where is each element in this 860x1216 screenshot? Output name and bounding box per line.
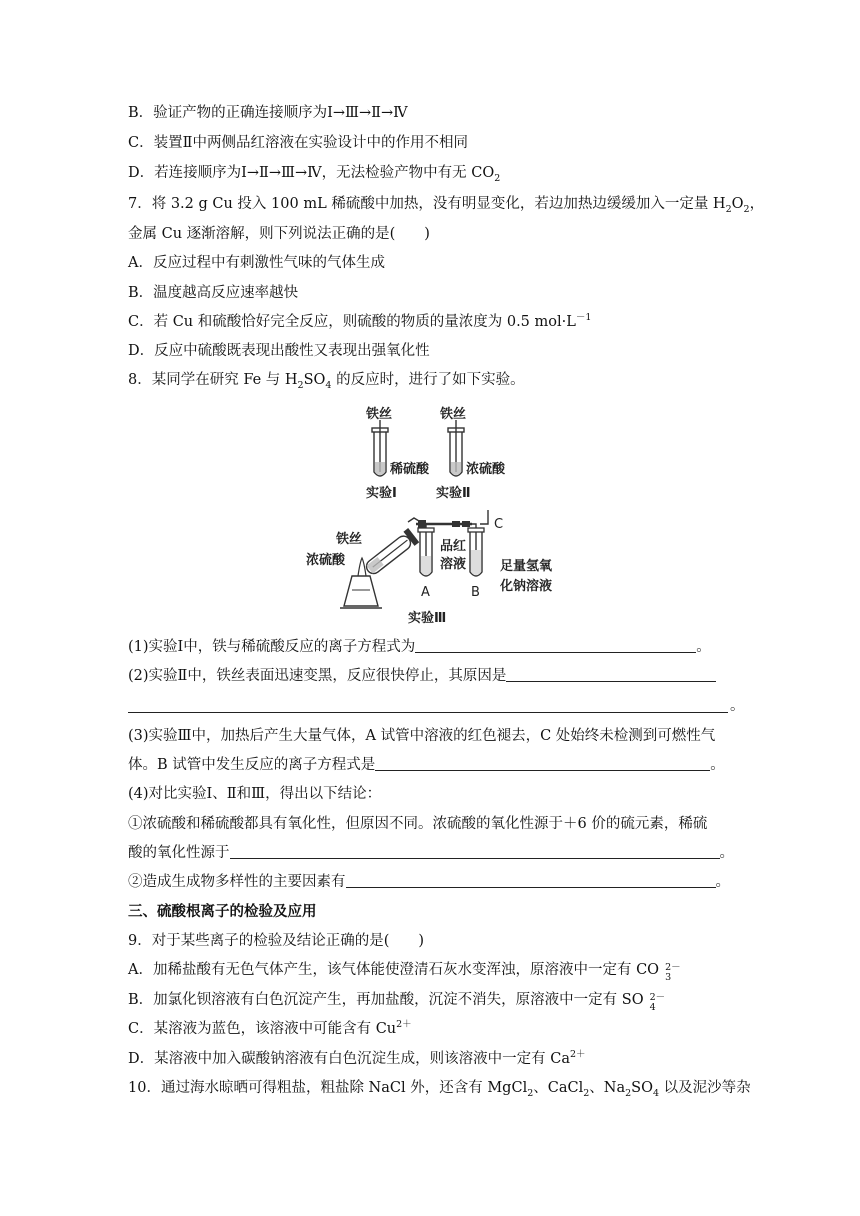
outlet-c-label: C — [494, 517, 504, 532]
exp2-caption: 实验Ⅱ — [436, 486, 471, 501]
naoh-label-2: 化钠溶液 — [500, 579, 553, 594]
q6-option-c: C．装置Ⅱ中两侧品红溶液在实验设计中的作用不相同 — [128, 135, 468, 151]
q8-part4: (4)对比实验Ⅰ、Ⅱ和Ⅲ，得出以下结论： — [128, 786, 382, 802]
q7-option-a: A．反应过程中有刺激性气味的气体生成 — [128, 255, 385, 271]
naoh-label-1: 足量氢氧 — [500, 559, 553, 574]
q8-part2-blank-line — [128, 712, 728, 713]
section-title: 三、硫酸根离子的检验及应用 — [128, 904, 317, 920]
q8-conclusion2: ②造成生成物多样性的主要因素有 。 — [128, 874, 730, 890]
q9-option-b: B．加氯化钡溶液有白色沉淀产生，再加盐酸，沉淀不消失，原溶液中一定有 SO 2－ 4 — [128, 992, 666, 1013]
q10-stem: 10．通过海水晾晒可得粗盐，粗盐除 NaCl 外，还含有 MgCl$_2$、CaCl$_2$、$Na_2SO_4$ 以及泥沙等杂 — [128, 1080, 751, 1099]
q8-part3-line1: (3)实验Ⅲ中，加热后产生大量气体，A 试管中溶液的红色褪去，C 处始终未检测到可燃性气 — [128, 728, 716, 744]
test-tube-exp2 — [436, 406, 506, 501]
q9-option-c: C．某溶液为蓝色，该溶液中可能含有 $Cu^{2+}$ — [128, 1019, 412, 1037]
experiment-figure — [290, 400, 570, 632]
q8-intro: 8．某同学在研究 Fe 与 $H_2SO_4$ 的反应时，进行了如下实验。 — [128, 372, 525, 391]
exp1-caption: 实验Ⅰ — [366, 486, 397, 501]
q8-part1: (1)实验Ⅰ中，铁与稀硫酸反应的离子方程式为 。 — [128, 639, 711, 655]
q9-stem: 9．对于某些离子的检验及结论正确的是( ) — [128, 933, 425, 949]
q8-part2: (2)实验Ⅱ中，铁丝表面迅速变黑，反应很快停止，其原因是 — [128, 666, 738, 686]
q7-stem-line1: 7．将 3.2 g Cu 投入 100 mL 稀硫酸中加热，没有明显变化，若边加热边缓缓加入一定量 $H_2O_2$， — [128, 196, 765, 215]
exp3-acid-label: 浓硫酸 — [306, 553, 346, 568]
exp3-wire-label: 铁丝 — [336, 532, 363, 547]
exp3-caption: 实验Ⅲ — [408, 611, 447, 626]
tube-a-label: A — [421, 585, 430, 600]
q6-option-d: D．若连接顺序为Ⅰ→Ⅱ→Ⅲ→Ⅳ，无法检验产物中有无 $CO_2$ — [128, 165, 501, 184]
pinred-label-1: 品红 — [440, 539, 467, 554]
exp1-wire-label: 铁丝 — [366, 407, 393, 422]
q9-option-d: D．某溶液中加入碳酸钠溶液有白色沉淀生成，则该溶液中一定有 $Ca^{2+}$ — [128, 1049, 586, 1067]
q7-option-d: D．反应中硫酸既表现出酸性又表现出强氧化性 — [128, 343, 430, 359]
test-tube-exp1 — [365, 406, 430, 501]
exp1-acid-label: 稀硫酸 — [390, 462, 430, 477]
q8-conclusion1-line1: ①浓硫酸和稀硫酸都具有氧化性，但原因不同。浓硫酸的氧化性源于＋6 价的硫元素，稀硫 — [128, 816, 708, 832]
q7-option-b: B．温度越高反应速率越快 — [128, 285, 299, 301]
q7-option-c: C．若 Cu 和硫酸恰好完全反应，则硫酸的物质的量浓度为 0.5 $mol\cdot L^{-1}$ — [128, 312, 592, 330]
q8-part2-end: 。 — [730, 698, 745, 714]
pinred-label-2: 溶液 — [440, 557, 467, 572]
exp2-wire-label: 铁丝 — [440, 407, 467, 422]
apparatus-exp3 — [306, 510, 553, 626]
q8-conclusion1-line2: 酸的氧化性源于 。 — [128, 845, 734, 861]
exp2-acid-label: 浓硫酸 — [466, 462, 506, 477]
q9-option-a: A．加稀盐酸有无色气体产生，该气体能使澄清石灰水变浑浊，原溶液中一定有 CO 2－ 3 — [128, 962, 681, 983]
q6-option-b: B．验证产物的正确连接顺序为Ⅰ→Ⅲ→Ⅱ→Ⅳ — [128, 105, 408, 121]
q7-stem-line2: 金属 Cu 逐渐溶解，则下列说法正确的是( ) — [128, 226, 430, 242]
tube-b-label: B — [471, 585, 480, 600]
q8-part3-line2: 体。B 试管中发生反应的离子方程式是 。 — [128, 757, 725, 773]
